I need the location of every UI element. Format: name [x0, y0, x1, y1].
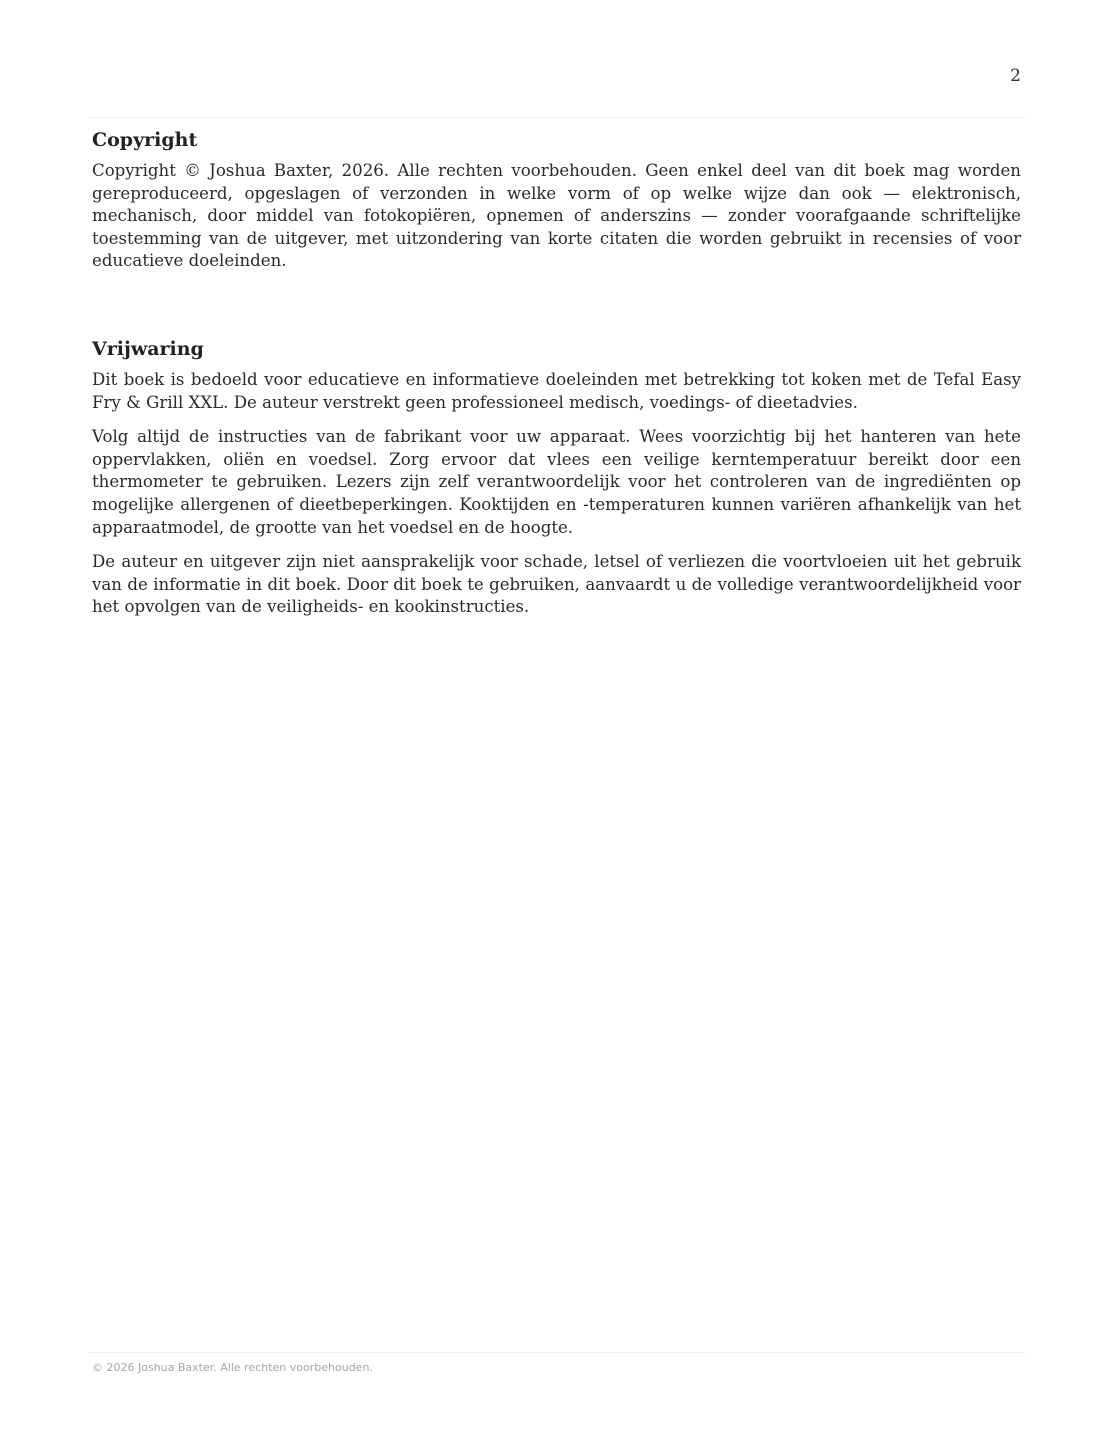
copyright-heading: Copyright [92, 129, 198, 151]
copyright-paragraph: Copyright © Joshua Baxter, 2026. Alle rechten voorbehouden. Geen enkel deel van dit boek mag worden gereproduceerd, opgeslagen of verzonden in welke vorm of op welke wijze dan ook — elektronisch, mechanisch, door middel van fotokopiëren, opnemen of anderszins — zonder voorafgaande schriftelijke toestemming van de uitgever, met uitzondering van korte citaten die worden gebruikt in recensies of voor educatieve doeleinden. [92, 161, 1021, 271]
disclaimer-paragraph-3: De auteur en uitgever zijn niet aansprakelijk voor schade, letsel of verliezen die voortvloeien uit het gebruik van de informatie in dit boek. Door dit boek te gebruiken, aanvaardt u de volledige verantwoordelijkheid voor het opvolgen van de veiligheids- en kookinstructies. [92, 552, 1021, 617]
disclaimer-heading: Vrijwaring [92, 337, 204, 360]
disclaimer-paragraph-1: Dit boek is bedoeld voor educatieve en informatieve doeleinden met betrekking tot koken met de Tefal Easy Fry & Grill XXL. De auteur verstrekt geen professioneel medisch, voedings- of dieetadvies. [92, 369, 1021, 412]
header-divider [88, 117, 1025, 118]
disclaimer-section [92, 337, 1021, 619]
footer-copyright: © 2026 Joshua Baxter. Alle rechten voorbehouden. [92, 1361, 373, 1374]
footer-divider [88, 1352, 1025, 1353]
copyright-section [92, 128, 1021, 273]
page-number: 2 [1010, 66, 1021, 86]
disclaimer-paragraph-2: Volg altijd de instructies van de fabrikant voor uw apparaat. Wees voorzichtig bij het hanteren van hete oppervlakken, oliën en voedsel. Zorg ervoor dat vlees een veilige kerntemperatuur bereikt door een thermometer te gebruiken. Lezers zijn zelf verantwoordelijk voor het controleren van de ingrediënten op mogelijke allergenen of dieetbeperkingen. Kooktijden en -temperaturen kunnen variëren afhankelijk van het apparaatmodel, de grootte van het voedsel en de hoogte. [92, 427, 1021, 537]
page-content [92, 128, 1021, 631]
